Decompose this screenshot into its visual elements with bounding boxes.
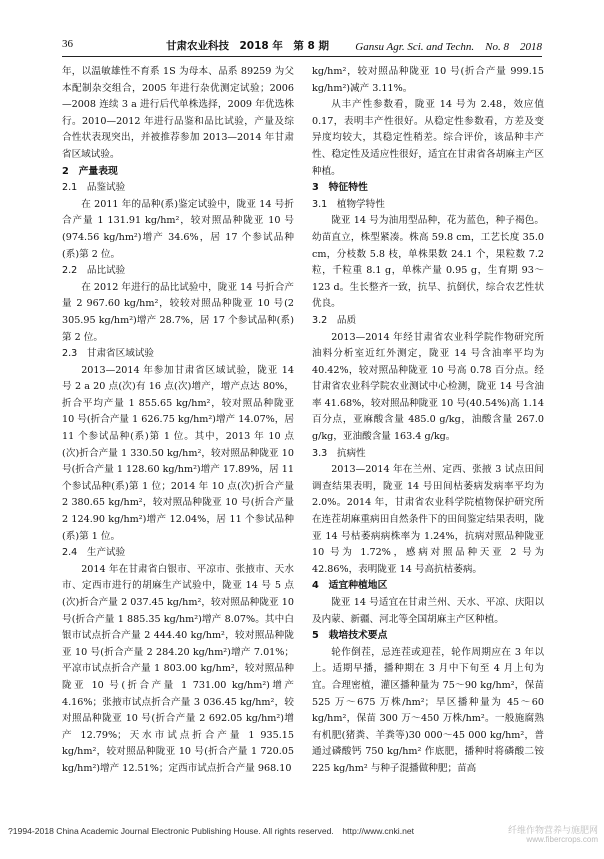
page-footer [8,825,598,844]
subsection-heading: 3.3 抗病性 [312,447,366,459]
header-rule [62,56,542,57]
body-paragraph: 陇亚 14 号适宜在甘肃兰州、天水、平凉、庆阳以及内蒙、新疆、河北等全国胡麻主产区种植。 [312,597,544,625]
journal-title-cn: 甘肃农业科技 2018 年 第 8 期 [166,40,329,52]
subsection-heading: 2.3 甘肃省区域试验 [62,348,155,360]
subsection-heading: 3.2 品质 [312,314,357,326]
watermark-text: 纤维作物营养与施肥网 [507,825,598,835]
body-paragraph: 在 2011 年的品种(系)鉴定试验中，陇亚 14 号折合产量 1 131.91 kg/hm²，较对照品种陇亚 10 号(974.56 kg/hm²)增产 34.6%，居 17 个参试品种(系)第 2 位。 [62,198,294,260]
body-paragraph: 从丰产性参数看，陇亚 14 号为 2.48，效应值 0.17，表明丰产性很好。从稳定性参数看，方差及变异度均较大，其稳定性稍差。综合评价，该品种丰产性、稳定性及适应性很好，适宜在甘肃省各胡麻主产区种植。 [312,99,544,177]
subsection-heading: 3.1 植物学特性 [312,198,385,210]
running-header [62,38,542,56]
body-paragraph: 轮作倒茬，忌连茬或迎茬，轮作周期应在 3 年以上。适期早播，播种期在 3 月中下旬至 4 月上旬为宜。合理密植，灌区播种量为 75～90 kg/hm²，保苗 525 万～675 万株/hm²；旱区播种量为 45～60 kg/hm²，保苗 300 万～450 万株/hm²。一般施腐熟有机肥(猪粪、羊粪等)30 000～45 000 kg/hm²，普通过磷酸钙 750 kg/hm² 作底肥，播种时将磷酸二铵 225 kg/hm² 与种子混播做种肥；苗高 [312,646,544,774]
body-paragraph: kg/hm²，较对照品种陇亚 10 号(折合产量 999.15 kg/hm²)减产 3.11%。 [312,66,544,94]
page-number: 36 [62,38,73,50]
body-paragraph: 2013—2014 年经甘肃省农业科学院作物研究所油料分析室近红外测定，陇亚 14 号含油率平均为 40.42%，较对照品种陇亚 10 号高 0.78 百分点。经甘肃省农业科学院农业测试中心检测，陇亚 14 号含油率 41.68%，较对照品种陇亚 10 号(40.54%)高 1.14 百分点，亚麻酸含量 485.0 g/kg，油酸含量 267.0 g/kg，亚油酸含量 163.4 g/kg。 [312,331,544,443]
subsection-heading: 2.2 品比试验 [62,265,126,277]
section-heading: 2 产量表现 [62,165,118,177]
subsection-heading: 2.4 生产试验 [62,547,126,559]
copyright-line: ?1994-2018 China Academic Journal Electronic Publishing House. All rights reserved. http://www.cnki.net [8,826,415,836]
body-paragraph: 2014 年在甘肃省白银市、平凉市、张掖市、天水市、定西市进行的胡麻生产试验中，陇亚 14 号 5 点(次)折合产量 2 037.45 kg/hm²，较对照品种陇亚 10 号(折合产量 1 885.35 kg/hm²)增产 8.07%。其中白银市试点折合产量 2 444.40 kg/hm²，较对照品种陇亚 10 号(折合产量 2 284.20 kg/hm²)增产 7.01%；平凉市试点折合产量 1 803.00 kg/hm²，较对照品种陇亚 10 号(折合产量 1 731.00 kg/hm²)增产 4.16%；张掖市试点折合产量 3 036.45 kg/hm²，较对照品种陇亚 10 号(折合产量 2 692.05 kg/hm²)增产 12.79%；天水市试点折合产量 1 935.15 kg/hm²，较对照品种陇亚 10 号(折合产量 1 720.05 kg/hm²)增产 12.51%；定西市试点折合产量 968.10 [62,563,294,774]
body-paragraph: 在 2012 年进行的品比试验中，陇亚 14 号折合产量 2 967.60 kg/hm²，较较对照品种陇亚 10 号(2 305.95 kg/hm²)增产 28.7%，居 17 个参试品种(系)第 2 位。 [62,281,294,343]
subsection-heading: 2.1 品鉴试验 [62,182,126,194]
right-column [312,64,544,778]
watermark-url: www.fibercrops.com [526,835,598,844]
section-heading: 3 特征特性 [312,182,368,194]
section-heading: 5 栽培技术要点 [312,630,388,642]
journal-title-en: Gansu Agr. Sci. and Techn. No. 8 2018 [355,41,542,53]
body-paragraph: 2013—2014 年参加甘肃省区域试验，陇亚 14 号 2 a 20 点(次)有 16 点(次)增产，增产点达 80%，折合平均产量 1 855.65 kg/hm²，较对照品种陇亚 10 号(折合产量 1 626.75 kg/hm²)增产 14.07%，居 11 个参试品种(系)第 1 位。其中，2013 年 10 点(次)折合产量 1 330.50 kg/hm²，较对照品种陇亚 10 号(折合产量 1 128.60 kg/hm²)增产 17.89%，居 11 个参试品种(系)第 1 位；2014 年 10 点(次)折合产量 2 380.65 kg/hm²，较对照品种陇亚 10 号(折合产量 2 124.90 kg/hm²)增产 12.04%，居 11 个参试品种(系)第 1 位。 [62,364,294,542]
body-paragraph: 陇亚 14 号为油用型品种，花为蓝色，种子褐色。幼苗直立，株型紧凑。株高 59.8 cm，工艺长度 35.0 cm，分枝数 5.8 枝，单株果数 24.1 个，果粒数 7.2 粒，千粒重 8.1 g，单株产量 0.95 g，生育期 93～123 d。生长整齐一致，抗旱、抗倒伏，综合农艺性状优良。 [312,215,544,310]
body-paragraph: 年，以温敏雄性不育系 1S 为母本、品系 89259 为父本配制杂交组合，2005 年进行杂优测定试验；2006—2008 连续 3 a 进行后代单株选择，2009 年优选株行。2010—2012 年进行品鉴和品比试验，产量及综合性状表现突出，并被推荐参加 2013—2014 年甘肃省区域试验。 [62,66,294,160]
left-column [62,64,294,778]
section-heading: 4 适宜种植地区 [312,580,388,592]
body-paragraph: 2013—2014 年在兰州、定西、张掖 3 试点田间调查结果表明，陇亚 14 号田间枯萎病发病率平均为 2.0%。2014 年，甘肃省农业科学院植物保护研究所在连茬胡麻重病田自然条件下的田间鉴定结果表明，陇亚 14 号枯萎病病株率为 1.24%，抗病对照品种陇亚 10 号为 1.72%，感病对照品种天亚 2 号为 42.86%，表明陇亚 14 号高抗枯萎病。 [312,464,544,575]
